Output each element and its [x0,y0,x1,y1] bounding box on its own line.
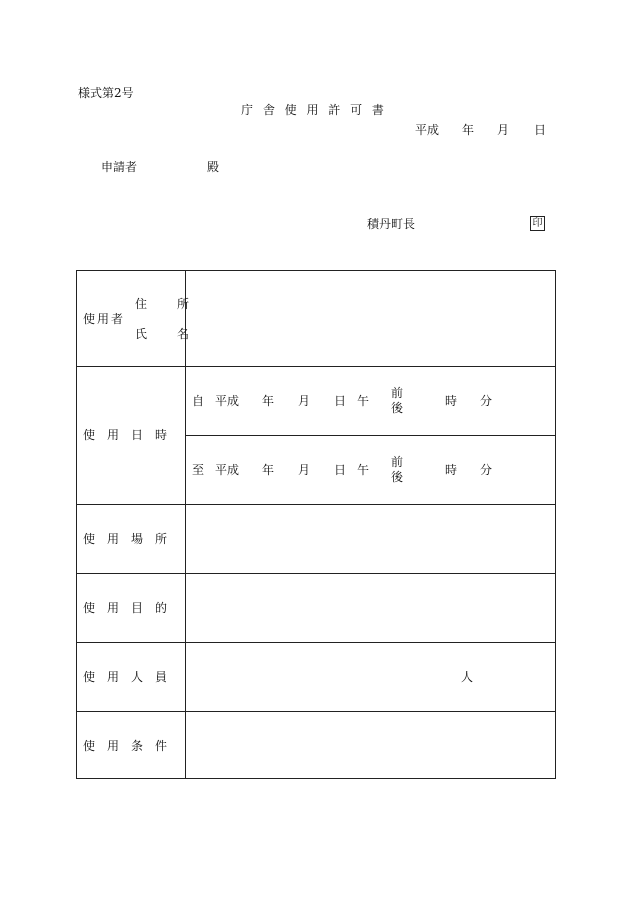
to-noon: 午 [357,463,370,477]
row-divider [77,504,555,505]
from-month-unit: 月 [298,394,311,408]
from-pm: 後 [391,401,404,415]
row-divider [185,435,555,436]
to-day-unit: 日 [334,463,347,477]
purpose-label: 使 用 目 的 [83,601,168,615]
to-am: 前 [391,455,404,469]
name-label: 氏 名 [135,327,199,341]
address-label: 住 所 [135,297,199,311]
column-divider [185,271,186,779]
document-title: 庁 舎 使 用 許 可 書 [241,103,387,117]
conditions-label: 使 用 条 件 [83,739,168,753]
to-month-unit: 月 [298,463,311,477]
date-era: 平成 [415,123,440,137]
from-hour-unit: 時 [445,394,458,408]
form-number: 様式第2号 [78,86,134,100]
people-unit: 人 [461,670,474,684]
place-label: 使 用 場 所 [83,532,168,546]
applicant-honorific: 殿 [207,160,220,174]
to-year-unit: 年 [262,463,275,477]
from-day-unit: 日 [334,394,347,408]
date-day-unit: 日 [534,123,547,137]
to-pm: 後 [391,470,404,484]
from-am: 前 [391,386,404,400]
date-year-unit: 年 [462,123,475,137]
row-divider [77,642,555,643]
to-prefix: 至 [192,463,205,477]
from-prefix: 自 [192,394,205,408]
permit-form-table [76,270,556,779]
row-divider [77,573,555,574]
datetime-label: 使 用 日 時 [83,428,168,442]
to-hour-unit: 時 [445,463,458,477]
from-noon: 午 [357,394,370,408]
user-label: 使用者 [83,312,126,326]
from-minute-unit: 分 [480,394,493,408]
row-divider [77,711,555,712]
issuer-name: 積丹町長 [367,217,416,231]
applicant-label: 申請者 [101,160,138,174]
from-era: 平成 [215,394,240,408]
to-minute-unit: 分 [480,463,493,477]
seal-mark: 印 [530,216,545,231]
to-era: 平成 [215,463,240,477]
from-year-unit: 年 [262,394,275,408]
people-label: 使 用 人 員 [83,670,168,684]
date-month-unit: 月 [497,123,510,137]
row-divider [77,366,555,367]
